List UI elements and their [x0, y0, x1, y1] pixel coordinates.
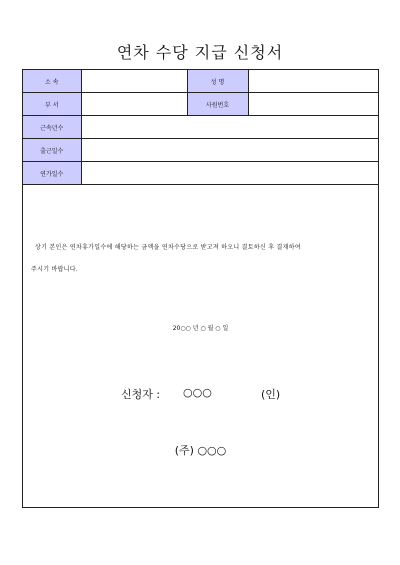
document-title: 연차 수당 지급 신청서	[116, 43, 284, 62]
employee-no-field[interactable]	[248, 93, 378, 116]
work-years-field[interactable]	[81, 116, 378, 139]
table-row	[23, 139, 378, 162]
applicant-label: 신청자 :	[121, 388, 161, 401]
annual-leave-days-label: 연가일수	[23, 162, 81, 185]
application-form	[22, 69, 379, 508]
affiliation-field[interactable]	[81, 70, 187, 93]
employee-no-label: 사원번호	[187, 93, 248, 116]
company-name: (주) ○○○	[174, 444, 227, 457]
table-row	[23, 162, 378, 185]
table-row	[23, 93, 378, 116]
seal-mark: (인)	[261, 388, 281, 401]
statement-line-1: 상기 본인은 연차휴가일수에 해당하는 금액을 연차수당으로 받고져 하오니 결토하신 후 결재하여	[35, 244, 301, 251]
work-years-label: 근속년수	[23, 116, 81, 139]
department-field[interactable]	[81, 93, 187, 116]
table-row	[23, 116, 378, 139]
attendance-days-field[interactable]	[81, 139, 378, 162]
table-row	[23, 70, 378, 93]
info-table	[23, 70, 378, 185]
application-date: 20○○ 년 ○ 월 ○ 일	[172, 325, 229, 332]
attendance-days-label: 출근일수	[23, 139, 81, 162]
department-label: 부 서	[23, 93, 81, 116]
applicant-name: ○○○	[183, 386, 212, 399]
affiliation-label: 소 속	[23, 70, 81, 93]
name-label: 성 명	[187, 70, 248, 93]
statement-line-2: 주시기 바랍니다.	[31, 266, 79, 273]
annual-leave-days-field[interactable]	[81, 162, 378, 185]
name-field[interactable]	[248, 70, 378, 93]
